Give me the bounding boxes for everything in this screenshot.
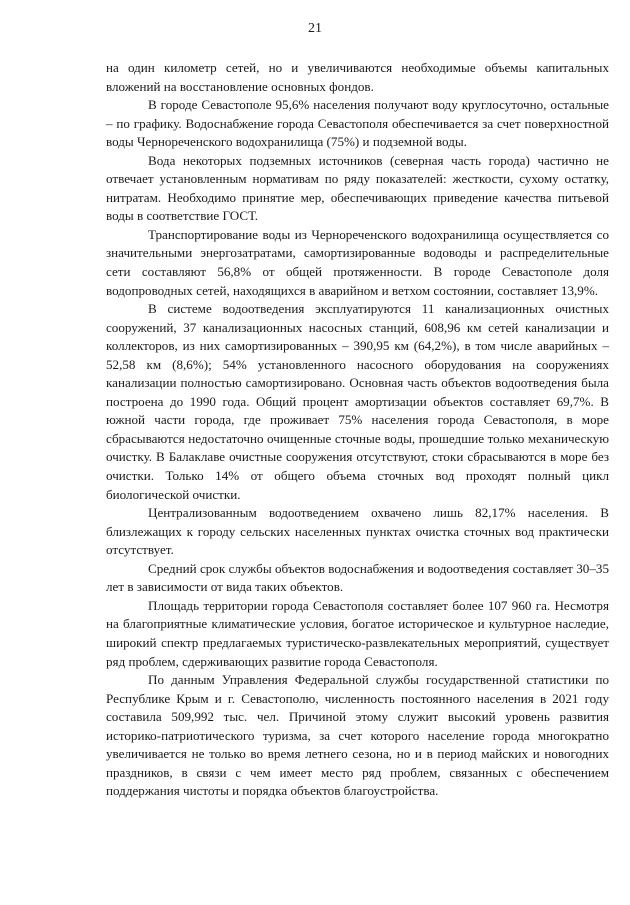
paragraph-water-supply: В городе Севастополе 95,6% населения получают воду круглосуточно, остальные – по графику. Водоснабжение города Севастополя обеспечивается за счет поверхностной воды Чернореченского водохранилища (75%) и подземной воды. bbox=[106, 97, 609, 150]
body-text bbox=[106, 59, 609, 801]
paragraph-water-transport: Транспортирование воды из Чернореченского водохранилища осуществляется со значительными энергозатратами, самортизированные водоводы и распределительные сети составляют 56,8% от общей протяженности. В городе Севастополе доля водопроводных сетей, находящихся в аварийном и ветхом состоянии, составляет 13,9%. bbox=[106, 226, 609, 298]
paragraph-population-statistics: По данным Управления Федеральной службы государственной статистики по Республике Крым и г. Севастополю, численность постоянного населения в 2021 году составила 509,992 тыс. чел. Причиной этому служит высокий уровень развития историко-патриотического туризма, за счет которого население города многократно увеличивается не только во время летнего сезона, но и в период майских и новогодних праздников, в связи с чем имеет место ряд проблем, связанных с обеспечением поддержания чистоты и порядка объектов благоустройства. bbox=[106, 672, 609, 799]
page-number: 21 bbox=[308, 21, 322, 36]
paragraph-wastewater-system: В системе водоотведения эксплуатируются 11 канализационных очистных сооружений, 37 канализационных насосных станций, 608,96 км сетей канализации и коллекторов, из них самортизированных – 390,95 км (64,2%), в том числе аварийных – 52,58 км (8,6%); 54% установленного насосного оборудования на сооружениях канализации полностью самортизировано. Основная часть объектов водоотведения была построена до 1990 года. Общий процент амортизации объектов составляет 69,7%. В южной части города, где проживает 75% населения города Севастополя, в море сбрасываются недостаточно очищенные сточные воды, прошедшие только механическую очистку. В Балаклаве очистные сооружения отсутствуют, стоки сбрасываются в море без очистки. Только 14% от общего объема сточных вод проходят полный цикл биологической очистки. bbox=[106, 301, 609, 502]
paragraph-centralized-drainage: Централизованным водоотведением охвачено лишь 82,17% населения. В близлежащих к городу сельских населенных пунктах очистка сточных вод практически отсутствует. bbox=[106, 505, 609, 558]
paragraph-city-area: Площадь территории города Севастополя составляет более 107 960 га. Несмотря на благоприятные климатические условия, богатое историческое и культурное наследие, широкий спектр предлагаемых туристическо-развлекательных мероприятий, существует ряд проблем, сдерживающих развитие города Севастополя. bbox=[106, 597, 609, 669]
paragraph-continuation: на один километр сетей, но и увеличиваются необходимые объемы капитальных вложений на восстановление основных фондов. bbox=[106, 60, 609, 94]
paragraph-groundwater-quality: Вода некоторых подземных источников (северная часть города) частично не отвечает установленным нормативам по ряду показателей: жесткости, сухому остатку, нитратам. Необходимо принятие мер, обеспечивающих приведение качества питьевой воды в соответствие ГОСТ. bbox=[106, 152, 609, 224]
paragraph-service-life: Средний срок службы объектов водоснабжения и водоотведения составляет 30–35 лет в зависимости от вида таких объектов. bbox=[106, 560, 609, 595]
